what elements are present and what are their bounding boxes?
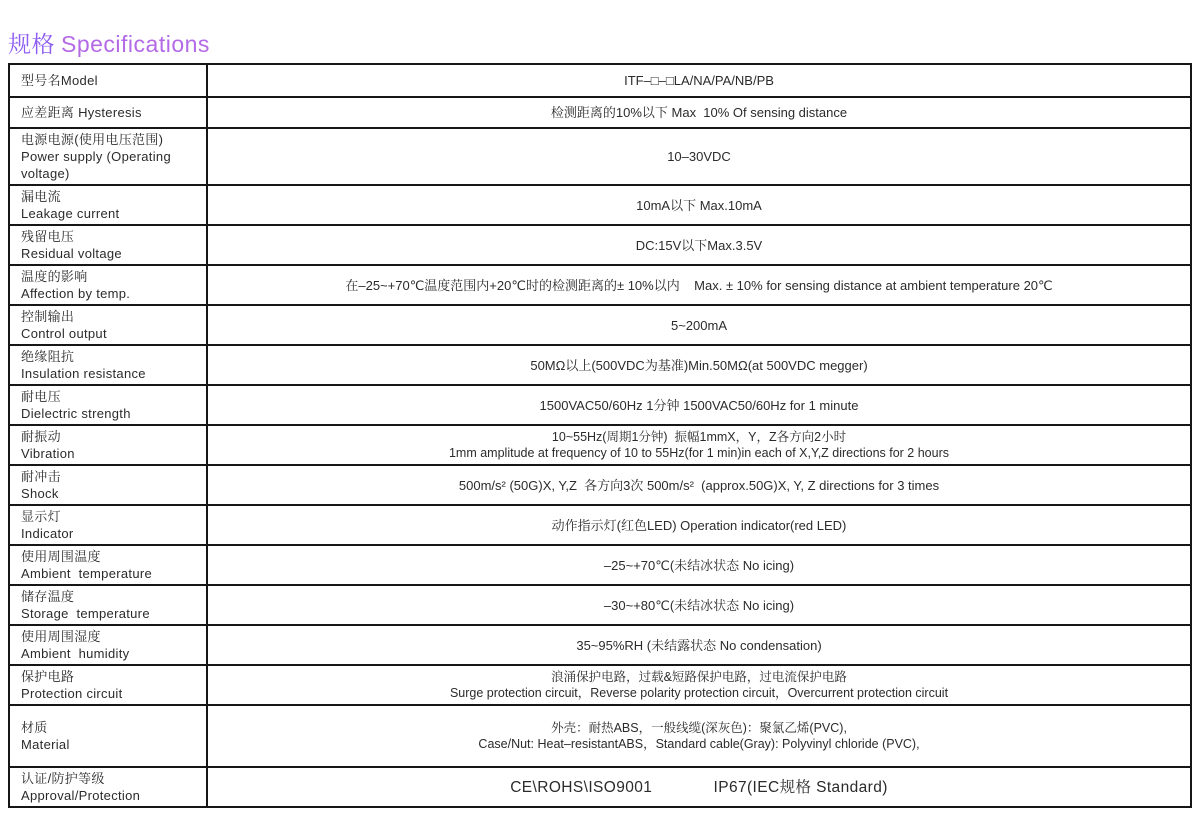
row-label-line: 控制输出 (21, 309, 75, 324)
row-label (9, 185, 207, 225)
row-label-line: 漏电流 (21, 189, 61, 204)
table-row (9, 665, 1191, 705)
row-value-line: 10–30VDC (667, 149, 731, 164)
row-label-line: 显示灯 (21, 509, 61, 524)
table-row (9, 505, 1191, 545)
row-value (207, 705, 1191, 767)
row-label-line: 保护电路 (21, 669, 75, 684)
row-value-line: 500m/s² (50G)X, Y,Z 各方向3次 500m/s² (approx.50G)X, Y, Z directions for 3 times (458, 477, 940, 493)
row-label-line: 绝缘阻抗 (21, 349, 75, 364)
row-value-line: 检测距离的10%以下 Max 10% Of sensing distance (550, 105, 848, 120)
row-label-line: 应差距离 Hysteresis (21, 105, 142, 120)
row-label-line: Material (21, 737, 70, 752)
row-label-line: 电源电源(使用电压范围) (21, 132, 164, 147)
row-label (9, 585, 207, 625)
table-row (9, 385, 1191, 425)
row-value (207, 625, 1191, 665)
row-label (9, 545, 207, 585)
page-title (8, 26, 210, 59)
row-label-line: 耐振动 (21, 429, 61, 444)
row-label-line: Vibration (21, 446, 75, 461)
row-label-line: Approval/Protection (21, 788, 141, 803)
row-value-line: –30~+80℃(未结冰状态 No icing) (603, 597, 795, 613)
row-label (9, 505, 207, 545)
row-value (207, 128, 1191, 185)
row-value (207, 585, 1191, 625)
table-row (9, 97, 1191, 128)
row-label (9, 97, 207, 128)
row-value-line: 35~95%RH (未结露状态 No condensation) (576, 637, 822, 653)
table-row (9, 225, 1191, 265)
row-label (9, 225, 207, 265)
row-label-line: 认证/防护等级 (21, 771, 105, 786)
row-label-line: 耐冲击 (21, 469, 61, 484)
row-value (207, 767, 1191, 807)
row-label-line: Storage temperature (21, 606, 150, 621)
row-value (207, 265, 1191, 305)
table-row (9, 345, 1191, 385)
row-value (207, 665, 1191, 705)
row-label (9, 705, 207, 767)
row-label (9, 265, 207, 305)
row-value-line: 动作指示灯(红色LED) Operation indicator(red LED) (551, 517, 847, 533)
row-value-line: 外壳：耐热ABS，一般线缆(深灰色)：聚氯乙烯(PVC), (551, 721, 847, 735)
row-value-line: 1500VAC50/60Hz 1分钟 1500VAC50/60Hz for 1 minute (539, 397, 859, 413)
spec-table-body (9, 64, 1191, 807)
row-label-line: Control output (21, 326, 107, 341)
table-row (9, 64, 1191, 97)
row-value (207, 505, 1191, 545)
row-label-line: 型号名Model (21, 73, 98, 88)
row-value (207, 305, 1191, 345)
row-value (207, 225, 1191, 265)
row-value (207, 185, 1191, 225)
table-row (9, 767, 1191, 807)
row-label-line: Leakage current (21, 206, 120, 221)
row-label-line: Affection by temp. (21, 286, 131, 301)
row-label-line: 残留电压 (21, 229, 75, 244)
row-value-line: 在–25~+70℃温度范围内+20℃时的检测距离的± 10%以内 Max. ± 10% for sensing distance at ambient temperature 20℃ (345, 277, 1053, 293)
row-label-line: 耐电压 (21, 389, 61, 404)
row-value-line: 10~55Hz(周期1分钟) 振幅1mmX，Y，Z各方向2小时 (551, 430, 847, 444)
row-label-line: Residual voltage (21, 246, 122, 261)
specifications-table (8, 63, 1192, 808)
row-label (9, 305, 207, 345)
page-title-zh: 规格 (8, 31, 55, 57)
row-label-line: Protection circuit (21, 686, 123, 701)
row-label-line: Ambient humidity (21, 646, 130, 661)
table-row (9, 625, 1191, 665)
row-value-line: Surge protection circuit，Reverse polarity protection circuit，Overcurrent protection circuit (449, 686, 949, 700)
row-value (207, 545, 1191, 585)
row-label (9, 425, 207, 465)
row-label (9, 625, 207, 665)
row-value-line: 5~200mA (670, 317, 727, 333)
row-value (207, 97, 1191, 128)
row-label-line: 使用周围温度 (21, 549, 101, 564)
row-value (207, 385, 1191, 425)
row-value (207, 465, 1191, 505)
row-value-line: –25~+70℃(未结冰状态 No icing) (603, 557, 795, 573)
row-label (9, 64, 207, 97)
row-value-line: Case/Nut: Heat–resistantABS，Standard cable(Gray): Polyvinyl chloride (PVC), (478, 737, 920, 751)
table-row (9, 185, 1191, 225)
row-value-line: 1mm amplitude at frequency of 10 to 55Hz(for 1 min)in each of X,Y,Z directions for 2 hours (448, 446, 949, 460)
table-row (9, 545, 1191, 585)
table-row (9, 305, 1191, 345)
row-value (207, 425, 1191, 465)
row-label-line: Dielectric strength (21, 406, 131, 421)
row-value-line: 50MΩ以上(500VDC为基准)Min.50MΩ(at 500VDC megger) (530, 357, 868, 373)
row-value-line: CE\ROHS\ISO9001 IP67(IEC规格 Standard) (510, 778, 888, 796)
row-value-line: 浪涌保护电路，过载&短路保护电路，过电流保护电路 (551, 670, 847, 684)
table-row (9, 585, 1191, 625)
table-row (9, 705, 1191, 767)
row-label-line: Power supply (Operating voltage) (21, 149, 175, 181)
page-title-en: Specifications (61, 31, 210, 57)
table-row (9, 265, 1191, 305)
row-label-line: Indicator (21, 526, 74, 541)
row-label-line: Shock (21, 486, 59, 501)
row-label-line: 温度的影响 (21, 269, 88, 284)
row-label (9, 767, 207, 807)
row-label-line: Ambient temperature (21, 566, 153, 581)
row-label (9, 385, 207, 425)
row-label-line: 储存温度 (21, 589, 75, 604)
table-row (9, 128, 1191, 185)
row-value-line: DC:15V以下Max.3.5V (635, 237, 763, 253)
row-label-line: 使用周围湿度 (21, 629, 101, 644)
row-value-line: 10mA以下 Max.10mA (636, 197, 762, 213)
row-label (9, 128, 207, 185)
row-label-line: 材质 (21, 720, 48, 735)
row-value (207, 345, 1191, 385)
table-row (9, 465, 1191, 505)
row-value-line: ITF–□–□LA/NA/PA/NB/PB (624, 73, 774, 88)
table-row (9, 425, 1191, 465)
row-label (9, 465, 207, 505)
row-value (207, 64, 1191, 97)
row-label-line: Insulation resistance (21, 366, 146, 381)
row-label (9, 665, 207, 705)
row-label (9, 345, 207, 385)
